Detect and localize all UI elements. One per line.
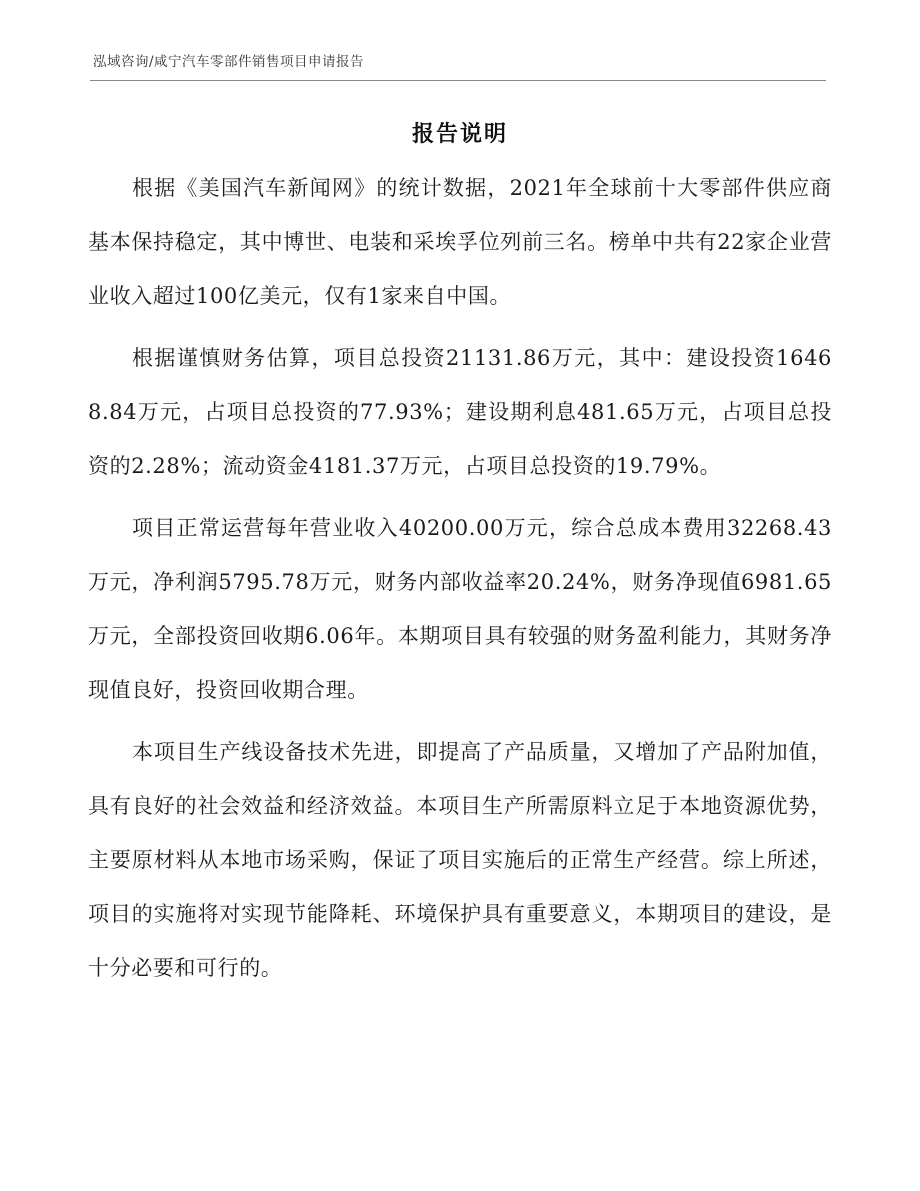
paragraph-market-overview: 根据《美国汽车新闻网》的统计数据，2021年全球前十大零部件供应商基本保持稳定，其中博世、电装和采埃孚位列前三名。榜单中共有22家企业营业收入超过100亿美元，仅有1家来自中国。 <box>88 176 832 308</box>
header-divider <box>90 80 826 81</box>
paragraph-financial-returns: 项目正常运营每年营业收入40200.00万元，综合总成本费用32268.43万元，净利润5795.78万元，财务内部收益率20.24%，财务净现值6981.65万元，全部投资回收期6.06年。本期项目具有较强的财务盈利能力，其财务净现值良好，投资回收期合理。 <box>88 516 832 702</box>
section-title: 报告说明 <box>411 121 508 147</box>
paragraph-investment-estimate: 根据谨慎财务估算，项目总投资21131.86万元，其中：建设投资16468.84万元，占项目总投资的77.93%；建设期利息481.65万元，占项目总投资的2.28%；流动资金4181.37万元，占项目总投资的19.79%。 <box>88 346 832 478</box>
report-body <box>88 161 832 1003</box>
paragraph-project-benefits: 本项目生产线设备技术先进，即提高了产品质量，又增加了产品附加值，具有良好的社会效益和经济效益。本项目生产所需原料立足于本地资源优势，主要原材料从本地市场采购，保证了项目实施后的正常生产经营。综上所述，项目的实施将对实现节能降耗、环境保护具有重要意义，本期项目的建设，是十分必要和可行的。 <box>88 740 832 980</box>
page-header: 泓域咨询/咸宁汽车零部件销售项目申请报告 <box>93 54 365 70</box>
